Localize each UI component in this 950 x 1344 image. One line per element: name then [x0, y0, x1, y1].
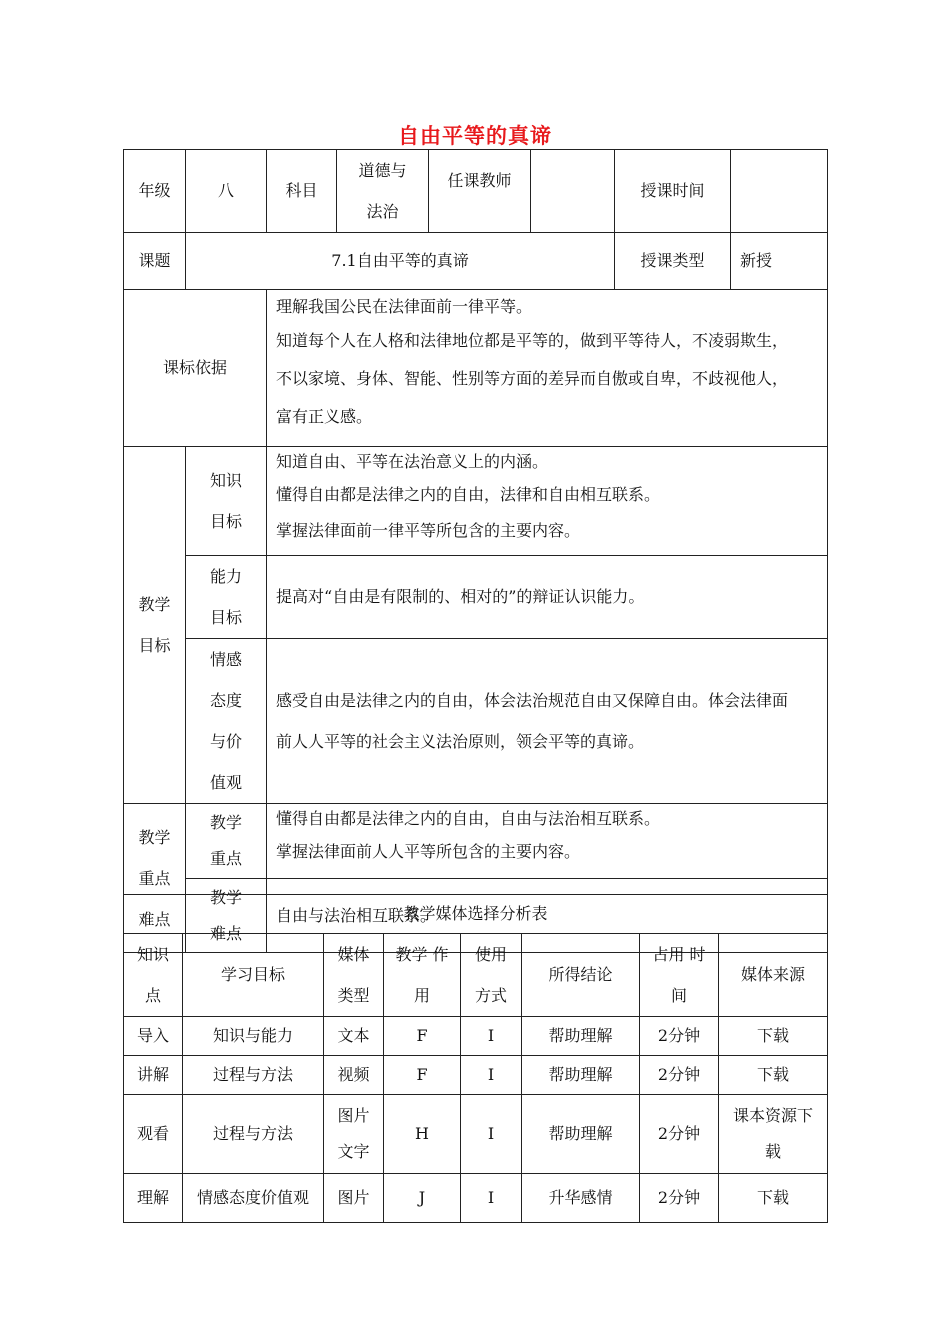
media-header-text: 媒体类型: [337, 945, 370, 1005]
media-header-text: 知识点: [136, 945, 169, 1005]
media-cell: 2分钟: [640, 1017, 719, 1056]
standard-text: [267, 290, 828, 447]
media-header-cell: [324, 934, 384, 1017]
media-cell: 帮助理解: [522, 1056, 640, 1095]
media-header-cell: [461, 934, 522, 1017]
media-cell: F: [384, 1017, 461, 1056]
emotion-text: [267, 639, 828, 804]
media-header-cell: 媒体来源: [719, 934, 828, 1017]
ability-text: 提高对“自由是有限制的、相对的”的辩证认识能力。: [267, 556, 828, 639]
objectives-label-text: 教学目标: [138, 595, 171, 655]
media-cell: [719, 1095, 828, 1174]
grade-value: 八: [186, 150, 267, 233]
table-row: [124, 1017, 828, 1056]
media-cell: 升华感情: [522, 1174, 640, 1223]
lesson-type-label: 授课类型: [615, 233, 731, 290]
media-cell: F: [384, 1056, 461, 1095]
media-cell: 情感态度价值观: [183, 1174, 324, 1223]
knowledge-label: [186, 447, 267, 556]
media-cell: 2分钟: [640, 1095, 719, 1174]
key-text: [267, 804, 828, 879]
emotion-label-text: 情感态度与价值观: [210, 650, 243, 792]
media-cell: 过程与方法: [183, 1095, 324, 1174]
table-row: [124, 1174, 828, 1223]
media-cell: H: [384, 1095, 461, 1174]
media-cell: I: [461, 1017, 522, 1056]
media-cell: 下载: [719, 1174, 828, 1223]
media-cell: I: [461, 1056, 522, 1095]
objectives-label: [124, 447, 186, 804]
subject-value-text: 道德与法治: [358, 161, 407, 221]
key-label-text: 教学重点: [210, 813, 243, 868]
media-cell: 文本: [324, 1017, 384, 1056]
time-value: [731, 150, 828, 233]
media-cell: 下载: [719, 1017, 828, 1056]
media-cell: J: [384, 1174, 461, 1223]
media-header-cell: [124, 934, 183, 1017]
media-cell: 帮助理解: [522, 1095, 640, 1174]
media-cell: 导入: [124, 1017, 183, 1056]
table-row: [124, 1056, 828, 1095]
teacher-value: [531, 150, 615, 233]
key-label: [186, 804, 267, 879]
media-header-text: 使用方式: [474, 945, 507, 1005]
media-cell: 视频: [324, 1056, 384, 1095]
media-cell: 理解: [124, 1174, 183, 1223]
topic-value: 7.1自由平等的真谛: [186, 233, 615, 290]
table-row: [124, 1095, 828, 1174]
media-analysis-table: [123, 894, 828, 1223]
knowledge-text: [267, 447, 828, 556]
media-cell: I: [461, 1174, 522, 1223]
knowledge-label-text: 知识目标: [210, 471, 243, 531]
topic-label: 课题: [124, 233, 186, 290]
ability-label-text: 能力目标: [210, 567, 243, 627]
subject-label: 科目: [267, 150, 337, 233]
grade-label: 年级: [124, 150, 186, 233]
emotion-line: 感受自由是法律之内的自由，体会法治规范自由又保障自由。体会法律面: [276, 691, 789, 710]
key-line: 懂得自由都是法律之内的自由，自由与法治相互联系。: [276, 809, 661, 828]
media-cell: I: [461, 1095, 522, 1174]
media-cell: 2分钟: [640, 1174, 719, 1223]
lesson-plan-table: [123, 149, 828, 953]
teacher-label: 任课教师: [429, 150, 531, 233]
media-cell: 过程与方法: [183, 1056, 324, 1095]
knowledge-line: 掌握法律面前一律平等所包含的主要内容。: [276, 521, 581, 540]
standard-line: 知道每个人在人格和法律地位都是平等的，做到平等待人，不凌弱欺生，: [276, 331, 789, 350]
media-cell: 图片: [324, 1174, 384, 1223]
standard-label: 课标依据: [124, 290, 267, 447]
emotion-line: 前人人平等的社会主义法治原则，领会平等的真谛。: [276, 732, 645, 751]
time-label: 授课时间: [615, 150, 731, 233]
media-cell: 知识与能力: [183, 1017, 324, 1056]
media-header-cell: [640, 934, 719, 1017]
key-line: 掌握法律面前人人平等所包含的主要内容。: [276, 842, 581, 861]
media-header-cell: 学习目标: [183, 934, 324, 1017]
media-header-cell: [384, 934, 461, 1017]
media-header-text: 占用 时间: [652, 945, 706, 1005]
ability-label: [186, 556, 267, 639]
difficult-label-text: 教学难点: [210, 887, 243, 943]
media-cell: 观看: [124, 1095, 183, 1174]
lesson-type-value: 新授: [731, 233, 828, 290]
media-cell-text: 图片文字: [337, 1106, 370, 1161]
difficult-text: 自由与法治相互联系。: [267, 879, 828, 953]
subject-value: [337, 150, 429, 233]
standard-line: 不以家境、身体、智能、性别等方面的差异而自傲或自卑，不歧视他人，: [276, 369, 789, 388]
media-cell-text: 课本资源下载: [733, 1106, 814, 1161]
media-table-caption: 教学媒体选择分析表: [124, 895, 828, 934]
emotion-label: [186, 639, 267, 804]
media-cell: 讲解: [124, 1056, 183, 1095]
media-cell: 帮助理解: [522, 1017, 640, 1056]
standard-line: 富有正义感。: [276, 407, 373, 426]
standard-line: 理解我国公民在法律面前一律平等。: [276, 297, 533, 316]
media-cell: 2分钟: [640, 1056, 719, 1095]
media-header-cell: 所得结论: [522, 934, 640, 1017]
document-title: 自由平等的真谛: [398, 124, 552, 148]
keypoints-label-text: 教学重点难点: [138, 827, 171, 929]
media-cell: 下载: [719, 1056, 828, 1095]
media-cell: [324, 1095, 384, 1174]
knowledge-line: 懂得自由都是法律之内的自由，法律和自由相互联系。: [276, 485, 661, 504]
knowledge-line: 知道自由、平等在法治意义上的内涵。: [276, 452, 549, 471]
media-header-text: 教学 作用: [395, 945, 449, 1005]
